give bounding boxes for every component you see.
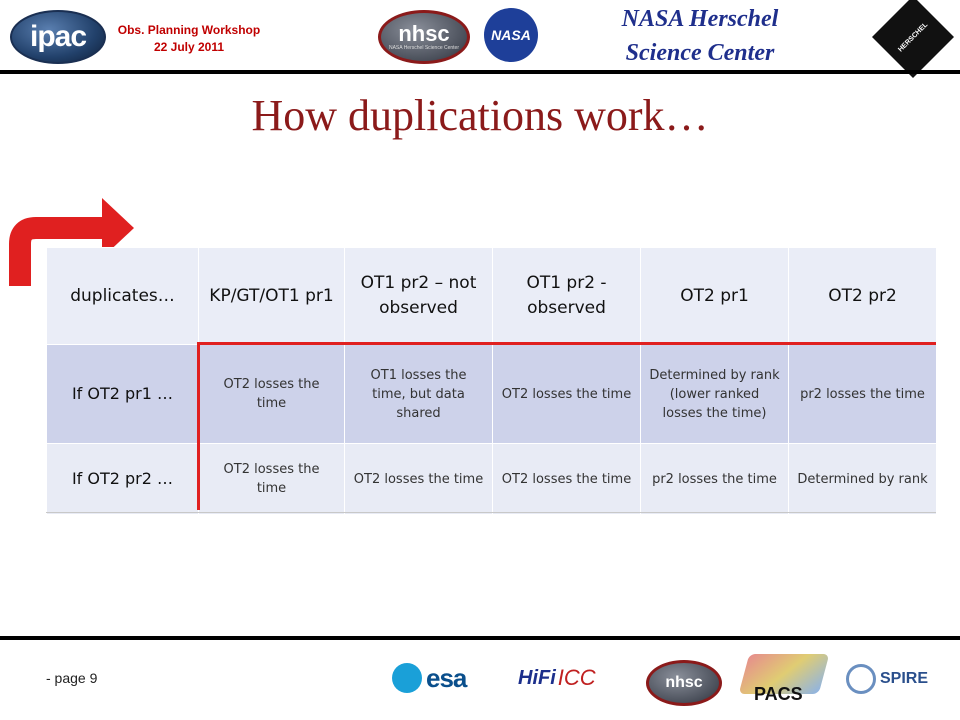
- table-row: [47, 345, 937, 444]
- highlight-line-vertical: [197, 342, 200, 510]
- column-header: KP/GT/OT1 pr1: [199, 248, 345, 345]
- table-bottom-border: [46, 512, 936, 513]
- table-cell: pr2 losses the time: [641, 444, 789, 515]
- table-cell: OT2 losses the time: [345, 444, 493, 515]
- page-number: - page 9: [46, 670, 98, 686]
- nhsc-footer-logo: nhsc: [646, 660, 722, 706]
- pacs-logo: PACS: [738, 654, 830, 708]
- table-cell: OT2 losses the time: [199, 444, 345, 515]
- column-header: OT2 pr1: [641, 248, 789, 345]
- ipac-logo: ipac: [10, 10, 106, 64]
- table-cell: Determined by rank (lower ranked losses the time): [641, 345, 789, 444]
- table-cell: Determined by rank: [789, 444, 937, 515]
- table-cell: OT2 losses the time: [493, 345, 641, 444]
- workshop-info: [100, 22, 278, 56]
- spire-logo: SPIRE: [846, 662, 936, 696]
- table-cell: OT2 losses the time: [199, 345, 345, 444]
- table-row: [47, 444, 937, 515]
- table-cell: OT1 losses the time, but data shared: [345, 345, 493, 444]
- column-header: OT1 pr2 - observed: [493, 248, 641, 345]
- column-header: OT1 pr2 – not observed: [345, 248, 493, 345]
- highlight-line-horizontal: [198, 342, 936, 345]
- nhsc-logo: nhsc NASA Herschel Science Center: [378, 10, 470, 64]
- hifi-icc-logo: HiFi ICC: [518, 665, 596, 690]
- header-divider: [0, 70, 960, 74]
- esa-logo: esa: [392, 660, 492, 696]
- row-header: If OT2 pr1 …: [47, 345, 199, 444]
- row-header: If OT2 pr2 …: [47, 444, 199, 515]
- herschel-logo-text: HERSCHEL: [896, 20, 930, 54]
- footer-divider: [0, 636, 960, 640]
- esa-emblem-icon: [392, 663, 422, 693]
- spire-emblem-icon: [846, 664, 876, 694]
- workshop-date: 22 July 2011: [153, 40, 225, 54]
- column-header: duplicates…: [47, 248, 199, 345]
- duplication-table: [46, 247, 937, 515]
- center-name: NASA Herschel Science Center: [621, 6, 779, 66]
- table-cell: OT2 losses the time: [493, 444, 641, 515]
- column-header: OT2 pr2: [789, 248, 937, 345]
- workshop-name: Obs. Planning Workshop: [117, 23, 261, 37]
- table-cell: pr2 losses the time: [789, 345, 937, 444]
- table-header-row: [47, 248, 937, 345]
- nasa-logo: NASA: [484, 8, 538, 62]
- slide-title: How duplications work…: [251, 91, 709, 140]
